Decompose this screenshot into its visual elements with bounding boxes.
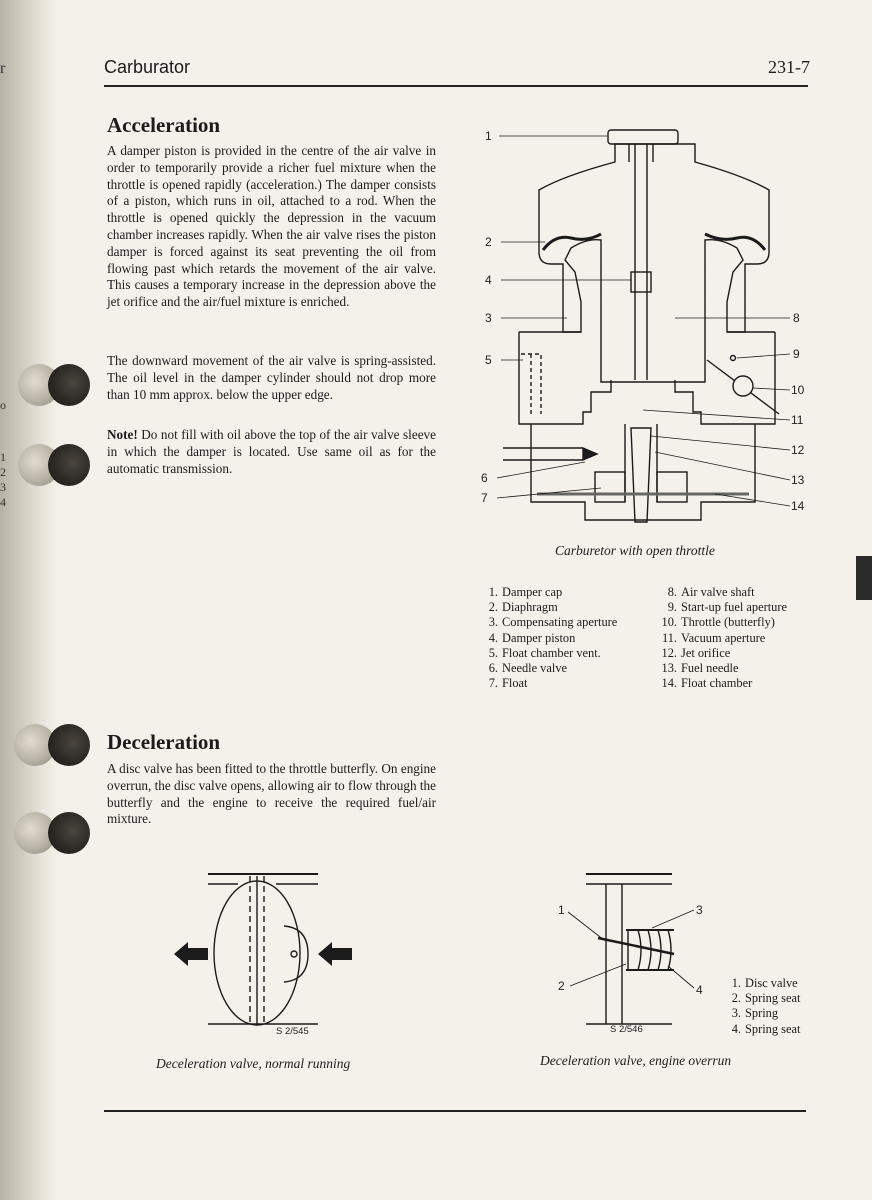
- legend-item: 8. Air valve shaft: [667, 585, 755, 599]
- decel-normal-caption: Deceleration valve, normal running: [156, 1056, 351, 1071]
- callout: 8: [793, 311, 800, 325]
- carburetor-legend-right: [657, 585, 787, 691]
- legend-item: 10. Throttle (butterfly): [661, 615, 775, 630]
- legend-item: 9. Start-up fuel aperture: [667, 600, 787, 615]
- margin-char: 3: [0, 480, 6, 494]
- footer-rule: [104, 1110, 806, 1112]
- damper-piston: [631, 272, 651, 292]
- legend-item: 11. Vacuum aperture: [661, 630, 766, 645]
- punch-hole-shadow: [48, 444, 90, 486]
- callout: 3: [696, 903, 703, 917]
- callout: 3: [485, 311, 492, 325]
- legend-item: 2. Diaphragm: [488, 600, 558, 615]
- callout: 5: [485, 353, 492, 367]
- callout: 13: [791, 473, 805, 487]
- callout: 1: [558, 903, 565, 917]
- callout: 4: [485, 273, 492, 287]
- punch-hole-shadow: [48, 364, 90, 406]
- float-chamber: [531, 424, 755, 520]
- page-number: 231-7: [768, 57, 810, 77]
- legend-item: 5. Float chamber vent.: [488, 645, 601, 660]
- legend-item: 6. Needle valve: [488, 661, 568, 676]
- running-head: Carburator: [104, 57, 191, 77]
- note-text: Do not fill with oil above the top of the air valve sleeve in which the damper is located. Use same oil as for the automatic transmission.: [107, 427, 436, 476]
- legend-item: 7. Float: [488, 676, 528, 691]
- diaphragm: [543, 234, 765, 250]
- legend-item: 4. Spring seat: [731, 1021, 801, 1036]
- callout: 2: [485, 235, 492, 249]
- float: [595, 472, 625, 502]
- disc-valve: [284, 926, 308, 982]
- callout: 12: [791, 443, 805, 457]
- callout: 14: [791, 499, 805, 513]
- acceleration-paragraph-2: The downward movement of the air valve is spring-assisted. The oil level in the damper cylinder should not drop more than 10 mm approx. below the upper edge.: [107, 353, 436, 402]
- carburetor-diagram: [475, 122, 820, 532]
- callout: 4: [696, 983, 703, 997]
- airflow-arrow-right: [318, 942, 352, 966]
- deceleration-heading: Deceleration: [107, 730, 221, 754]
- carburetor-legend-left: [478, 585, 617, 691]
- legend-item: 3. Compensating aperture: [488, 615, 618, 630]
- legend-item: 1. Disc valve: [731, 976, 798, 990]
- margin-char: 4: [0, 495, 6, 509]
- acceleration-heading: Acceleration: [107, 113, 221, 137]
- margin-char: o: [0, 398, 6, 412]
- acceleration-paragraph-1: A damper piston is provided in the centre of the air valve in order to temporarily provide a richer fuel mixture when the throttle is opened rapidly (acceleration.) The damper consists of a piston, which runs in oil, attached to a rod. When the throttle is opened quickly the depression in the vacuum chamber increases rapidly. When the air valve rises the piston damper is forced against its seat preventing the oil from flowing past which retards the movement of the air valve. This causes a temporary increase in the depression above the jet orifice and the air/fuel mixture is enriched.: [107, 143, 436, 310]
- header-rule: [104, 85, 808, 87]
- margin-char: 1: [0, 450, 6, 464]
- callout: 10: [791, 383, 805, 397]
- punch-hole-shadow: [48, 812, 90, 854]
- callout: 2: [558, 979, 565, 993]
- damper-cap: [608, 130, 678, 144]
- acceleration-note: [107, 427, 436, 477]
- legend-item: 14. Float chamber: [661, 676, 753, 691]
- figure-code: S 2/546: [610, 1024, 643, 1035]
- disc-valve: [598, 938, 674, 954]
- callout: 9: [793, 347, 800, 361]
- decel-valve-overrun-diagram: [552, 866, 722, 1036]
- margin-char: 2: [0, 465, 6, 479]
- deceleration-paragraph: A disc valve has been fitted to the throttle butterfly. On engine overrun, the disc valve opens, allowing air to flow through the butterfly and the engine to receive the required fuel/air mixture.: [107, 761, 436, 827]
- callout: 11: [791, 413, 804, 427]
- legend-item: 1. Damper cap: [488, 585, 563, 599]
- decel-valve-normal-diagram: [168, 866, 358, 1036]
- legend-item: 13. Fuel needle: [661, 661, 739, 676]
- binder-margin: [0, 0, 58, 1200]
- legend-item: 2. Spring seat: [731, 991, 801, 1006]
- note-label: Note!: [107, 427, 138, 442]
- figure-code: S 2/545: [276, 1026, 309, 1036]
- callout: 7: [481, 491, 488, 505]
- decel-legend: [722, 976, 800, 1037]
- callout: 1: [485, 129, 492, 143]
- legend-item: 3. Spring: [731, 1006, 779, 1021]
- airflow-arrow-left: [174, 942, 208, 966]
- decel-overrun-caption: Deceleration valve, engine overrun: [540, 1053, 732, 1068]
- punch-hole-shadow: [48, 724, 90, 766]
- legend-item: 4. Damper piston: [488, 630, 576, 645]
- legend-item: 12. Jet orifice: [661, 645, 731, 660]
- carburetor-caption: Carburetor with open throttle: [555, 543, 715, 558]
- margin-char: r: [0, 60, 6, 77]
- callout: 6: [481, 471, 488, 485]
- section-tab: [856, 556, 872, 600]
- fuel-needle: [631, 428, 651, 522]
- carburetor-dome: [539, 144, 769, 382]
